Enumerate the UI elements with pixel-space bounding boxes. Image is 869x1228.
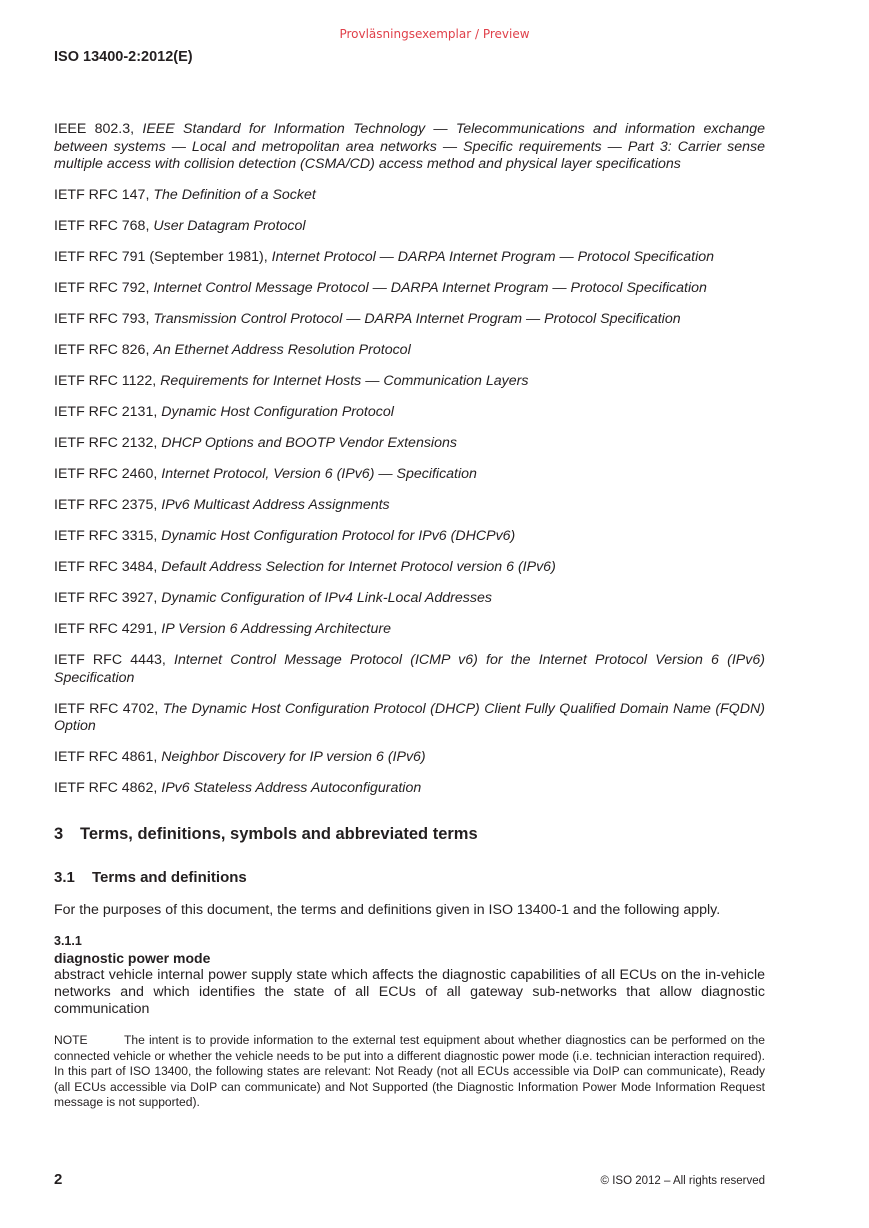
reference-item (54, 342, 765, 360)
reference-id: IETF RFC 2375, (54, 497, 158, 513)
document-id: ISO 13400-2:2012(E) (54, 49, 193, 65)
reference-id: IETF RFC 3315, (54, 528, 158, 544)
reference-item (54, 701, 765, 736)
reference-title: Internet Protocol, Version 6 (IPv6) — Specification (161, 466, 477, 482)
preview-watermark: Provläsningsexemplar / Preview (339, 27, 530, 41)
reference-title: Transmission Control Protocol — DARPA Internet Program — Protocol Specification (153, 311, 681, 327)
reference-title: Default Address Selection for Internet Protocol version 6 (IPv6) (161, 559, 556, 575)
page-number: 2 (54, 1171, 63, 1188)
reference-item (54, 121, 765, 174)
reference-title: Internet Control Message Protocol — DARPA Internet Program — Protocol Specification (153, 280, 707, 296)
clause-title: Terms, definitions, symbols and abbreviated terms (80, 825, 478, 843)
reference-id: IETF RFC 4702, (54, 700, 159, 717)
reference-id: IETF RFC 4443, (54, 652, 166, 668)
reference-title: IPv6 Stateless Address Autoconfiguration (161, 780, 422, 796)
reference-title: Internet Control Message Protocol (ICMP v6) for the Internet Protocol Version 6 (IPv6) Specification (54, 652, 765, 686)
reference-title: IEEE Standard for Information Technology — Telecommunications and information exchange between systems — Local and metropolitan area networks — Specific requirements — Part 3: Carrier sense multiple access with collision detection (CSMA/CD) access method and physical layer specifications (54, 121, 766, 172)
note-paragraph (54, 1033, 765, 1111)
reference-item (54, 590, 765, 608)
reference-id: IETF RFC 792, (54, 280, 150, 296)
reference-title: Dynamic Configuration of IPv4 Link-Local Addresses (161, 590, 492, 606)
note-text: The intent is to provide information to the external test equipment about whether diagnostics can be performed on the connected vehicle or whether the vehicle needs to be put into a different diagnostic power mode (i.e. technician interaction required). In this part of ISO 13400, the following states are relevant: Not Ready (not all ECUs accessible via DoIP can communicate), Ready (all ECUs accessible via DoIP can communicate) and Not Supported (the Diagnostic Information Power Mode Information Request message is not supported). (54, 1033, 765, 1109)
clause-heading (54, 825, 478, 844)
reference-title: The Dynamic Host Configuration Protocol (DHCP) Client Fully Qualified Domain Name (FQDN) Option (54, 700, 765, 734)
reference-item (54, 621, 765, 639)
reference-item (54, 435, 765, 453)
reference-item (54, 404, 765, 422)
term-number: 3.1.1 (54, 934, 82, 948)
intro-paragraph: For the purposes of this document, the terms and definitions given in ISO 13400-1 and the following apply. (54, 902, 721, 918)
reference-id: IETF RFC 4861, (54, 749, 158, 765)
reference-title: The Definition of a Socket (153, 187, 316, 203)
reference-id: IETF RFC 768, (54, 218, 150, 234)
reference-id: IETF RFC 826, (54, 342, 150, 358)
reference-id: IETF RFC 1122, (54, 373, 157, 389)
reference-title: Dynamic Host Configuration Protocol for IPv6 (DHCPv6) (161, 528, 516, 544)
reference-title: DHCP Options and BOOTP Vendor Extensions (161, 435, 457, 451)
reference-item (54, 218, 765, 236)
reference-title: Dynamic Host Configuration Protocol (161, 404, 394, 420)
reference-item (54, 311, 765, 329)
reference-id: IETF RFC 793, (54, 311, 150, 327)
reference-id: IETF RFC 2132, (54, 435, 158, 451)
term-definition: abstract vehicle internal power supply state which affects the diagnostic capabilities of all ECUs on the in-vehicle networks and which identifies the state of all ECUs of all gateway sub-networks that allow diagnostic communication (54, 967, 765, 1017)
reference-item (54, 373, 765, 391)
reference-item (54, 528, 765, 546)
reference-id: IETF RFC 3484, (54, 559, 158, 575)
clause-number: 3 (54, 825, 64, 843)
reference-title: An Ethernet Address Resolution Protocol (153, 342, 411, 358)
reference-id: IETF RFC 3927, (54, 590, 158, 606)
reference-item (54, 559, 765, 577)
reference-title: Internet Protocol — DARPA Internet Program — Protocol Specification (271, 249, 715, 265)
reference-id: IETF RFC 2131, (54, 404, 158, 420)
reference-item (54, 749, 765, 767)
subclause-number: 3.1 (54, 869, 75, 886)
reference-item (54, 780, 765, 798)
normative-references-list (54, 121, 765, 811)
copyright-notice: © ISO 2012 – All rights reserved (600, 1175, 765, 1187)
reference-title: User Datagram Protocol (153, 218, 306, 234)
reference-item (54, 652, 765, 687)
note-label: NOTE (54, 1033, 88, 1047)
reference-id: IETF RFC 147, (54, 187, 150, 203)
reference-item (54, 187, 765, 205)
reference-id: IEEE 802.3, (54, 121, 135, 137)
term-name: diagnostic power mode (54, 950, 211, 966)
subclause-title: Terms and definitions (92, 869, 247, 886)
subclause-heading (54, 869, 247, 886)
reference-id: IETF RFC 791 (September 1981), (54, 249, 268, 265)
reference-item (54, 466, 765, 484)
reference-id: IETF RFC 4291, (54, 621, 158, 637)
reference-item (54, 497, 765, 515)
reference-title: IPv6 Multicast Address Assignments (161, 497, 390, 513)
reference-title: Neighbor Discovery for IP version 6 (IPv6) (161, 749, 426, 765)
reference-item (54, 249, 765, 267)
reference-id: IETF RFC 2460, (54, 466, 158, 482)
reference-title: IP Version 6 Addressing Architecture (161, 621, 391, 637)
reference-title: Requirements for Internet Hosts — Communication Layers (160, 373, 529, 389)
reference-id: IETF RFC 4862, (54, 780, 158, 796)
reference-item (54, 280, 765, 298)
